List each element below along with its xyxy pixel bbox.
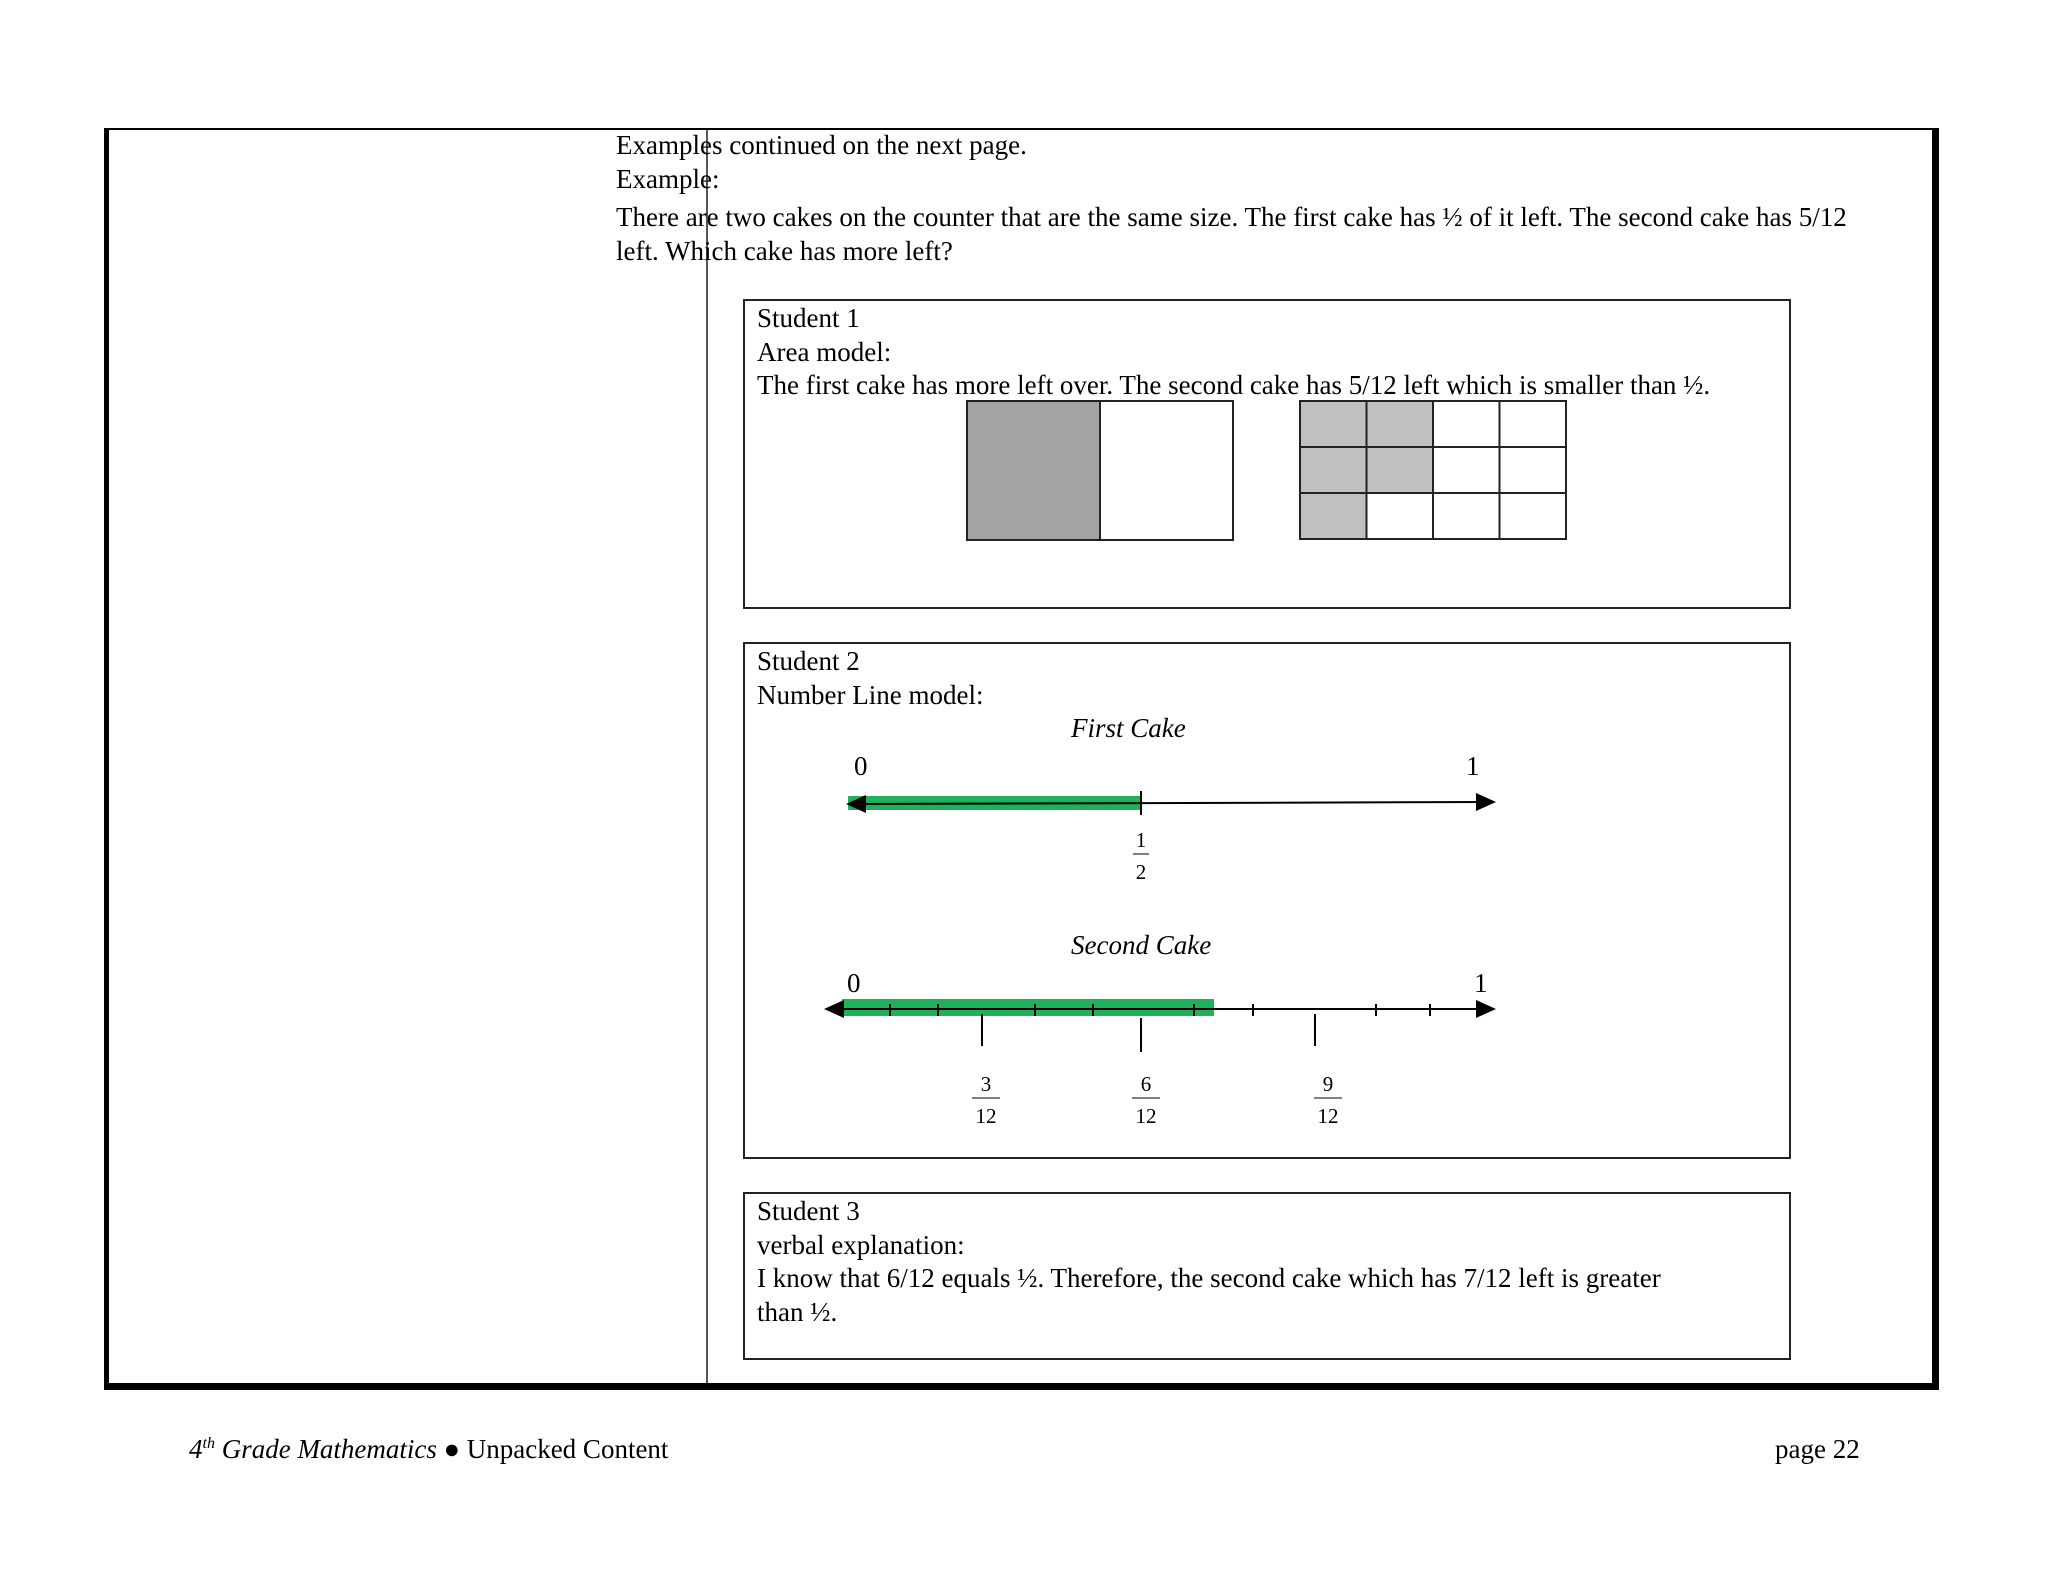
first-cake-number-line [840,785,1510,885]
first-cake-one: 1 [1466,751,1480,781]
second-cake-left-arrow [824,1000,844,1018]
student2-model-label: Number Line model: [757,680,984,710]
student3-title: Student 3 [757,1196,860,1226]
area-twelfth-4 [1500,401,1567,447]
second-cake-number-line [820,990,1510,1140]
student3-explanation-line2: than ½. [757,1297,838,1327]
student2-title: Student 2 [757,646,860,676]
first-cake-half-num: 1 [1135,828,1147,852]
tick-3-num: 3 [980,1072,992,1096]
footer-title [189,1432,668,1466]
area-twelfth-9 [1300,493,1367,539]
area-half-shaded [967,401,1100,540]
column-divider [706,130,708,1383]
area-model-twelfths [1299,400,1569,542]
tick-6-num: 6 [1140,1072,1152,1096]
area-twelfth-8 [1500,447,1567,493]
student3-model-label: verbal explanation: [757,1230,965,1260]
footer-grade-text: Grade Mathematics [214,1434,437,1464]
tick-9-num: 9 [1322,1072,1334,1096]
tick-6-den: 12 [1135,1104,1157,1128]
example-heading: Example: [616,164,720,194]
area-model-halves [966,400,1236,542]
second-cake-right-arrow [1476,1000,1496,1018]
student1-model-label: Area model: [757,337,892,367]
student1-explanation: The first cake has more left over. The second cake has 5/12 left which is smaller than ½. [757,370,1711,400]
second-cake-label: Second Cake [1071,930,1212,960]
area-twelfth-6 [1367,447,1434,493]
student1-title: Student 1 [757,303,860,333]
first-cake-label: First Cake [1071,713,1186,743]
footer-grade-num: 4 [189,1434,203,1464]
problem-text-line2: left. Which cake has more left? [616,236,953,266]
footer-subtitle: Unpacked Content [466,1434,669,1464]
second-cake-zero: 0 [847,968,861,998]
area-twelfth-7 [1433,447,1500,493]
area-twelfth-1 [1300,401,1367,447]
problem-text-line1: There are two cakes on the counter that are the same size. The first cake has ½ of it left. The second cake has 5/12 [616,202,1847,232]
second-cake-one: 1 [1474,968,1488,998]
first-cake-zero: 0 [854,751,868,781]
footer-grade-sup: th [202,1435,215,1452]
tick-9-den: 12 [1317,1104,1339,1128]
student1-box [743,299,1791,609]
page-number: page 22 [1775,1434,1860,1464]
first-cake-right-arrow [1476,793,1496,811]
footer-bullet: ● [436,1434,467,1464]
area-twelfth-12 [1500,493,1567,539]
first-cake-half-den: 2 [1135,860,1147,884]
area-twelfth-3 [1433,401,1500,447]
area-twelfth-2 [1367,401,1434,447]
area-twelfth-11 [1433,493,1500,539]
second-cake-highlight [842,999,1214,1016]
student3-explanation-line1: I know that 6/12 equals ½. Therefore, the second cake which has 7/12 left is greater [757,1263,1661,1293]
continued-note: Examples continued on the next page. [616,130,1027,160]
tick-3-den: 12 [975,1104,997,1128]
area-half-unshaded [1100,401,1233,540]
area-twelfth-5 [1300,447,1367,493]
area-twelfth-10 [1367,493,1434,539]
